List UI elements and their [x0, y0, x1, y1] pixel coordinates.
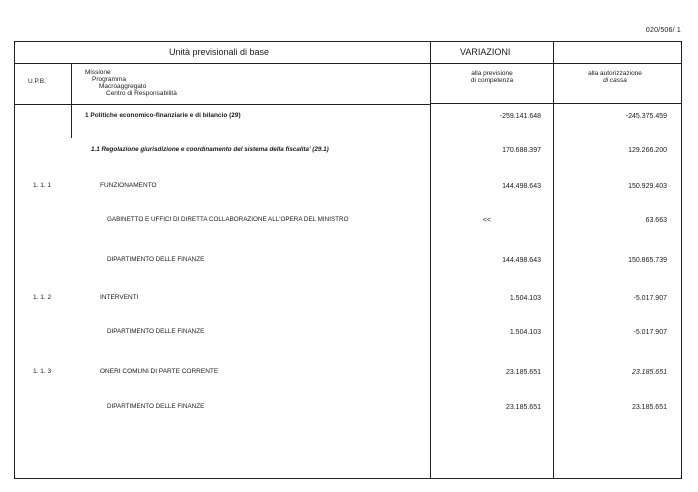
- header-cassa: [575, 70, 655, 85]
- column-divider-variazioni: [430, 42, 431, 478]
- row-label-macroaggregato: FUNZIONAMENTO: [100, 182, 157, 189]
- row-cassa: 150.929.403: [628, 183, 667, 190]
- subheader-divider: [430, 103, 681, 104]
- page-code: 020/506/ 1: [645, 27, 681, 34]
- column-divider-upb: [71, 63, 72, 138]
- row-competenza: 1.504.103: [509, 295, 541, 302]
- row-cassa: -5.017.907: [633, 329, 667, 336]
- row-competenza: -259.141.648: [499, 113, 541, 120]
- row-label-macroaggregato: INTERVENTI: [100, 294, 139, 301]
- row-label-missione: 1 Politiche economico-finanziarie e di bilancio (29): [85, 112, 241, 119]
- row-cassa: -5.017.907: [633, 295, 667, 302]
- header-centro-responsabilita: Centro di Responsabilità: [106, 90, 177, 97]
- row-upb: 1. 1. 1: [33, 182, 52, 189]
- row-competenza: 1.504.103: [509, 329, 541, 336]
- row-competenza: 23.185.651: [505, 404, 541, 411]
- header-unita: Unità previsionali di base: [169, 47, 270, 57]
- header-macroaggregato: Macroaggregato: [99, 83, 147, 90]
- row-competenza: 170.688.397: [502, 147, 541, 154]
- header-divider: [15, 63, 681, 64]
- row-cassa: 150.865.739: [628, 257, 667, 264]
- row-upb: 1. 1. 3: [33, 368, 52, 375]
- header-competenza: [452, 70, 532, 85]
- budget-table: [14, 41, 682, 479]
- row-cassa: 129.266.200: [628, 147, 667, 154]
- row-label-centro: GABINETTO E UFFICI DI DIRETTA COLLABORAZIONE ALL'OPERA DEL MINISTRO: [107, 216, 349, 223]
- header-programma: Programma: [92, 76, 126, 83]
- column-divider-cassa: [553, 42, 554, 478]
- row-label-centro: DIPARTIMENTO DELLE FINANZE: [107, 256, 205, 263]
- row-upb: 1. 1. 2: [33, 294, 52, 301]
- header-cassa-line2: di cassa: [603, 77, 627, 85]
- row-label-centro: DIPARTIMENTO DELLE FINANZE: [107, 403, 205, 410]
- row-label-programma: 1.1 Regolazione giurisdizione e coordinamento del sistema della fiscalita' (29.1): [91, 146, 329, 153]
- row-competenza: <<: [482, 217, 491, 224]
- header-missione: Missione: [85, 69, 111, 76]
- row-cassa: 23.185.651: [631, 369, 667, 376]
- row-label-centro: DIPARTIMENTO DELLE FINANZE: [107, 328, 205, 335]
- header-variazioni: VARIAZIONI: [460, 47, 511, 57]
- row-competenza: 144.498.643: [502, 257, 541, 264]
- subheader-divider-left: [15, 104, 430, 105]
- row-cassa: 63.663: [645, 217, 667, 224]
- row-competenza: 23.185.651: [505, 369, 541, 376]
- row-cassa: -245.375.459: [625, 113, 667, 120]
- row-cassa: 23.185.651: [631, 404, 667, 411]
- header-cassa-line1: alla autorizzazione: [588, 70, 642, 77]
- header-competenza-line1: alla previsione: [471, 70, 513, 77]
- row-label-macroaggregato: ONERI COMUNI DI PARTE CORRENTE: [100, 368, 219, 375]
- header-competenza-line2: di competenza: [470, 77, 514, 85]
- row-competenza: 144.498.643: [502, 183, 541, 190]
- header-upb: U.P.B.: [28, 78, 46, 85]
